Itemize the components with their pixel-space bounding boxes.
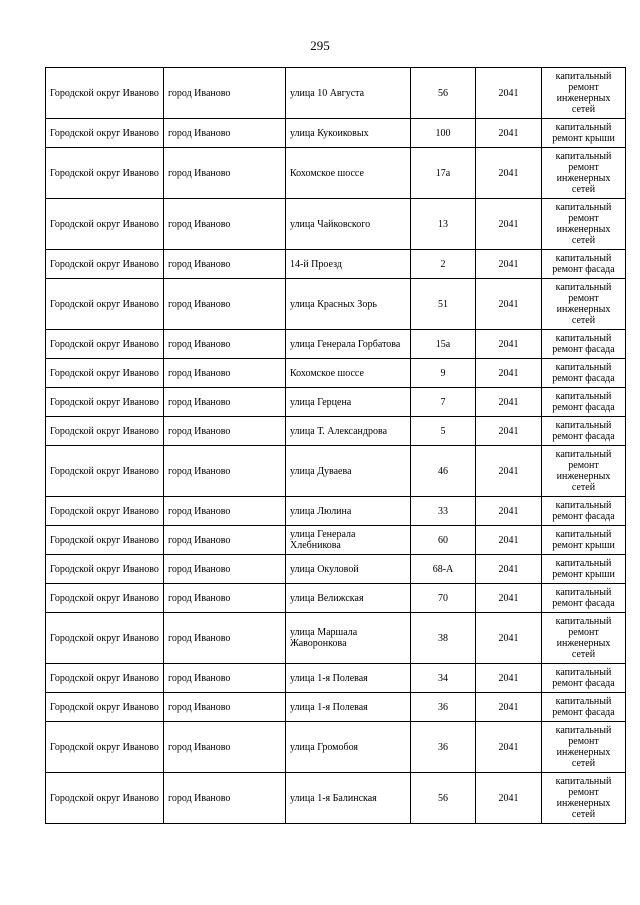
- okrug-cell: Городской округ Иваново: [46, 497, 164, 526]
- page-number: 295: [310, 38, 330, 53]
- year-cell: 2041: [476, 359, 542, 388]
- city-cell: город Иваново: [164, 388, 286, 417]
- year-cell: 2041: [476, 773, 542, 824]
- okrug-cell: Городской округ Иваново: [46, 584, 164, 613]
- work-type-cell: капитальный ремонт крыши: [542, 119, 626, 148]
- table-row: [46, 68, 626, 119]
- year-cell: 2041: [476, 664, 542, 693]
- okrug-cell: Городской округ Иваново: [46, 693, 164, 722]
- year-cell: 2041: [476, 584, 542, 613]
- street-cell: улица Герцена: [286, 388, 411, 417]
- city-cell: город Иваново: [164, 555, 286, 584]
- street-cell: улица Дуваева: [286, 446, 411, 497]
- table-row: [46, 388, 626, 417]
- okrug-cell: Городской округ Иваново: [46, 250, 164, 279]
- table-row: [46, 148, 626, 199]
- table-body: [46, 68, 626, 824]
- work-type-cell: капитальный ремонт фасада: [542, 497, 626, 526]
- city-cell: город Иваново: [164, 722, 286, 773]
- street-cell: улица Окуловой: [286, 555, 411, 584]
- table-row: [46, 119, 626, 148]
- street-cell: улица 1-я Балинская: [286, 773, 411, 824]
- table-row: [46, 693, 626, 722]
- city-cell: город Иваново: [164, 497, 286, 526]
- work-type-cell: капитальный ремонт крыши: [542, 555, 626, 584]
- city-cell: город Иваново: [164, 613, 286, 664]
- year-cell: 2041: [476, 199, 542, 250]
- house-cell: 51: [411, 279, 476, 330]
- house-cell: 7: [411, 388, 476, 417]
- table-row: [46, 330, 626, 359]
- work-type-cell: капитальный ремонт фасада: [542, 250, 626, 279]
- city-cell: город Иваново: [164, 199, 286, 250]
- street-cell: 14-й Проезд: [286, 250, 411, 279]
- city-cell: город Иваново: [164, 693, 286, 722]
- street-cell: улица Маршала Жаворонкова: [286, 613, 411, 664]
- city-cell: город Иваново: [164, 526, 286, 555]
- house-cell: 2: [411, 250, 476, 279]
- street-cell: улица Кукоиковых: [286, 119, 411, 148]
- work-type-cell: капитальный ремонт инженерных сетей: [542, 148, 626, 199]
- house-cell: 38: [411, 613, 476, 664]
- table-row: [46, 279, 626, 330]
- house-cell: 36: [411, 693, 476, 722]
- table-row: [46, 722, 626, 773]
- okrug-cell: Городской округ Иваново: [46, 148, 164, 199]
- okrug-cell: Городской округ Иваново: [46, 388, 164, 417]
- table-row: [46, 250, 626, 279]
- street-cell: улица Люлина: [286, 497, 411, 526]
- street-cell: улица Громобоя: [286, 722, 411, 773]
- house-cell: 60: [411, 526, 476, 555]
- table-row: [46, 773, 626, 824]
- street-cell: улица 1-я Полевая: [286, 664, 411, 693]
- work-type-cell: капитальный ремонт инженерных сетей: [542, 446, 626, 497]
- year-cell: 2041: [476, 722, 542, 773]
- work-type-cell: капитальный ремонт инженерных сетей: [542, 279, 626, 330]
- table-row: [46, 359, 626, 388]
- okrug-cell: Городской округ Иваново: [46, 613, 164, 664]
- house-cell: 5: [411, 417, 476, 446]
- year-cell: 2041: [476, 330, 542, 359]
- year-cell: 2041: [476, 613, 542, 664]
- year-cell: 2041: [476, 526, 542, 555]
- work-type-cell: капитальный ремонт фасада: [542, 330, 626, 359]
- house-cell: 68-А: [411, 555, 476, 584]
- work-type-cell: капитальный ремонт фасада: [542, 584, 626, 613]
- year-cell: 2041: [476, 250, 542, 279]
- table-row: [46, 584, 626, 613]
- house-cell: 34: [411, 664, 476, 693]
- okrug-cell: Городской округ Иваново: [46, 446, 164, 497]
- table-row: [46, 417, 626, 446]
- work-type-cell: капитальный ремонт фасада: [542, 664, 626, 693]
- table-row: [46, 555, 626, 584]
- work-type-cell: капитальный ремонт фасада: [542, 417, 626, 446]
- okrug-cell: Городской округ Иваново: [46, 279, 164, 330]
- house-cell: 70: [411, 584, 476, 613]
- street-cell: улица Генерала Хлебникова: [286, 526, 411, 555]
- year-cell: 2041: [476, 693, 542, 722]
- house-cell: 13: [411, 199, 476, 250]
- year-cell: 2041: [476, 388, 542, 417]
- house-cell: 33: [411, 497, 476, 526]
- year-cell: 2041: [476, 68, 542, 119]
- city-cell: город Иваново: [164, 773, 286, 824]
- work-type-cell: капитальный ремонт инженерных сетей: [542, 613, 626, 664]
- house-cell: 100: [411, 119, 476, 148]
- city-cell: город Иваново: [164, 359, 286, 388]
- city-cell: город Иваново: [164, 664, 286, 693]
- table-row: [46, 613, 626, 664]
- house-cell: 9: [411, 359, 476, 388]
- year-cell: 2041: [476, 417, 542, 446]
- okrug-cell: Городской округ Иваново: [46, 526, 164, 555]
- table-row: [46, 446, 626, 497]
- street-cell: Кохомское шоссе: [286, 148, 411, 199]
- work-type-cell: капитальный ремонт инженерных сетей: [542, 773, 626, 824]
- street-cell: улица Красных Зорь: [286, 279, 411, 330]
- okrug-cell: Городской округ Иваново: [46, 417, 164, 446]
- city-cell: город Иваново: [164, 68, 286, 119]
- okrug-cell: Городской округ Иваново: [46, 555, 164, 584]
- city-cell: город Иваново: [164, 584, 286, 613]
- city-cell: город Иваново: [164, 446, 286, 497]
- house-cell: 36: [411, 722, 476, 773]
- street-cell: улица 10 Августа: [286, 68, 411, 119]
- table-row: [46, 526, 626, 555]
- work-type-cell: капитальный ремонт крыши: [542, 526, 626, 555]
- street-cell: улица Велижская: [286, 584, 411, 613]
- street-cell: Кохомское шоссе: [286, 359, 411, 388]
- work-type-cell: капитальный ремонт фасада: [542, 359, 626, 388]
- okrug-cell: Городской округ Иваново: [46, 68, 164, 119]
- street-cell: улица Т. Александрова: [286, 417, 411, 446]
- table-row: [46, 664, 626, 693]
- capital-repair-table: [45, 67, 626, 824]
- work-type-cell: капитальный ремонт фасада: [542, 693, 626, 722]
- house-cell: 15а: [411, 330, 476, 359]
- okrug-cell: Городской округ Иваново: [46, 119, 164, 148]
- street-cell: улица 1-я Полевая: [286, 693, 411, 722]
- year-cell: 2041: [476, 148, 542, 199]
- okrug-cell: Городской округ Иваново: [46, 359, 164, 388]
- street-cell: улица Генерала Горбатова: [286, 330, 411, 359]
- city-cell: город Иваново: [164, 148, 286, 199]
- house-cell: 46: [411, 446, 476, 497]
- okrug-cell: Городской округ Иваново: [46, 773, 164, 824]
- year-cell: 2041: [476, 279, 542, 330]
- city-cell: город Иваново: [164, 330, 286, 359]
- work-type-cell: капитальный ремонт инженерных сетей: [542, 68, 626, 119]
- okrug-cell: Городской округ Иваново: [46, 722, 164, 773]
- table-row: [46, 497, 626, 526]
- work-type-cell: капитальный ремонт инженерных сетей: [542, 199, 626, 250]
- house-cell: 17а: [411, 148, 476, 199]
- work-type-cell: капитальный ремонт инженерных сетей: [542, 722, 626, 773]
- house-cell: 56: [411, 773, 476, 824]
- city-cell: город Иваново: [164, 119, 286, 148]
- year-cell: 2041: [476, 119, 542, 148]
- okrug-cell: Городской округ Иваново: [46, 330, 164, 359]
- city-cell: город Иваново: [164, 279, 286, 330]
- work-type-cell: капитальный ремонт фасада: [542, 388, 626, 417]
- city-cell: город Иваново: [164, 417, 286, 446]
- year-cell: 2041: [476, 446, 542, 497]
- okrug-cell: Городской округ Иваново: [46, 199, 164, 250]
- street-cell: улица Чайковского: [286, 199, 411, 250]
- house-cell: 56: [411, 68, 476, 119]
- table-row: [46, 199, 626, 250]
- city-cell: город Иваново: [164, 250, 286, 279]
- year-cell: 2041: [476, 497, 542, 526]
- okrug-cell: Городской округ Иваново: [46, 664, 164, 693]
- year-cell: 2041: [476, 555, 542, 584]
